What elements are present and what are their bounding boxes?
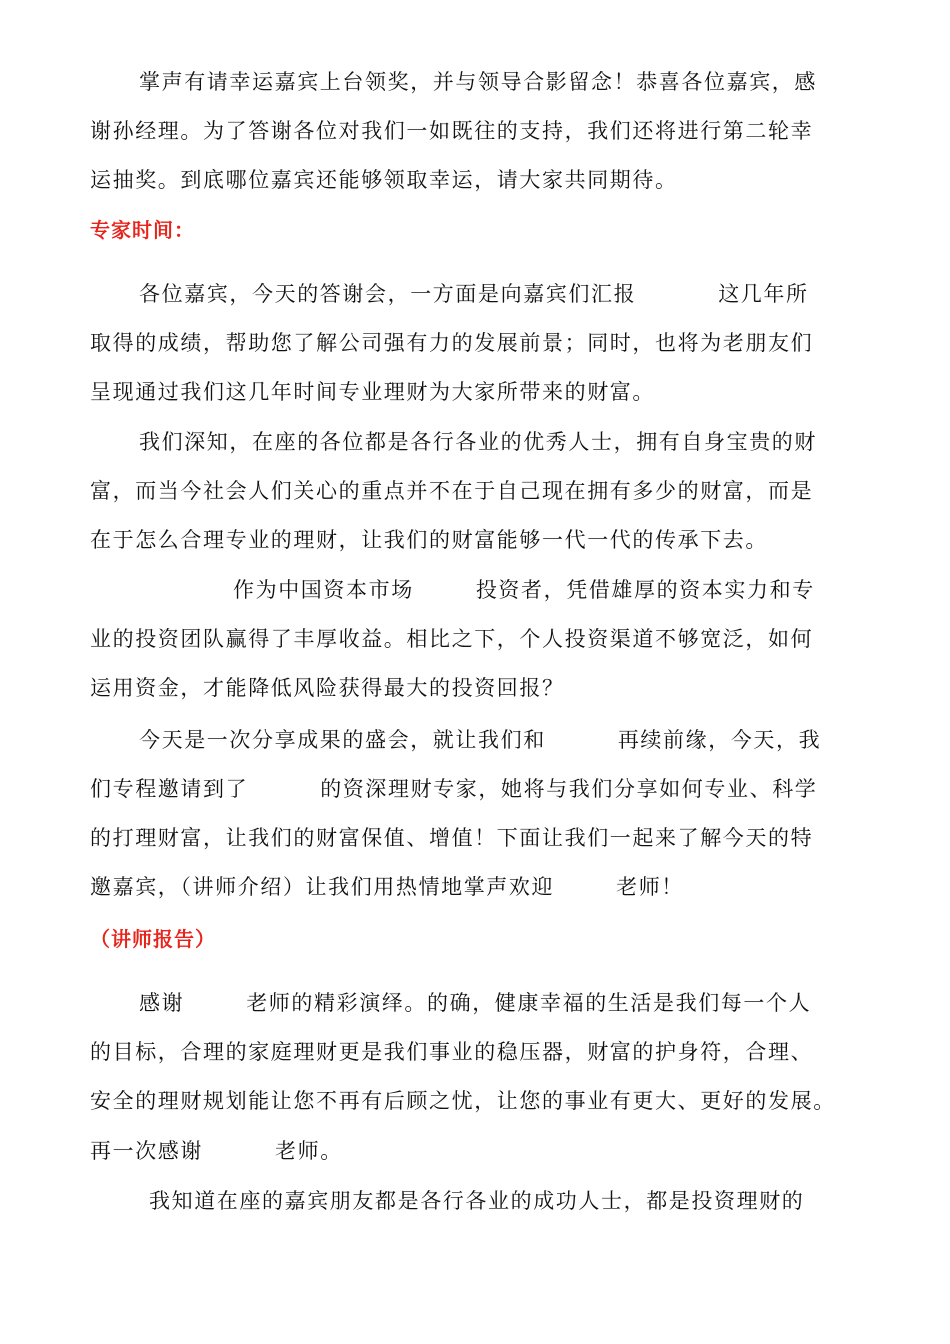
- para6-line2: 的目标，合理的家庭理财更是我们事业的稳压器，财富的护身符，合理、: [90, 1040, 814, 1064]
- para5-line2: [90, 775, 817, 803]
- para6-line1-part1: 感谢: [139, 991, 185, 1015]
- para5-line1-part2: 再续前缘，今天，我: [617, 728, 822, 752]
- para4-line3: 运用资金，才能降低风险获得最大的投资回报？: [90, 676, 565, 700]
- section-heading-lecturer-report: （讲师报告）: [90, 927, 216, 951]
- para2-line3: 呈现通过我们这几年时间专业理财为大家所带来的财富。: [90, 380, 655, 404]
- para6-line3: 安全的理财规划能让您不再有后顾之忧，让您的事业有更大、更好的发展。: [90, 1089, 836, 1113]
- para6-line4-part1: 再一次感谢: [90, 1139, 203, 1163]
- para5-line4: [90, 873, 684, 901]
- para6-line4: [90, 1137, 343, 1165]
- para5-line4-part2: 老师！: [616, 875, 684, 899]
- para1-line1: 掌声有请幸运嘉宾上台领奖，并与领导合影留念！恭喜各位嘉宾，感: [139, 70, 817, 94]
- para4-line1: [233, 576, 815, 604]
- para5-line1: [139, 726, 821, 754]
- section-heading-expert-time: 专家时间：: [90, 218, 195, 242]
- para5-line3: 的打理财富，让我们的财富保值、增值！下面让我们一起来了解今天的特: [90, 826, 814, 850]
- para3-line2: 富，而当今社会人们关心的重点并不在于自己现在拥有多少的财富，而是: [90, 479, 814, 503]
- para6-line1: [139, 989, 811, 1017]
- para4-line1-part1: 作为中国资本市场: [233, 578, 414, 602]
- para6-line1-part2: 老师的精彩演绎。的确，健康幸福的生活是我们每一个人: [246, 991, 812, 1015]
- para1-line2: 谢孙经理。为了答谢各位对我们一如既往的支持，我们还将进行第二轮幸: [90, 119, 814, 143]
- para2-line1-part2: 这几年所: [718, 282, 809, 306]
- para2-line2: 取得的成绩，帮助您了解公司强有力的发展前景；同时，也将为老朋友们: [90, 331, 814, 355]
- para4-line2: 业的投资团队赢得了丰厚收益。相比之下，个人投资渠道不够宽泛，如何: [90, 627, 814, 651]
- para5-line2-part2: 的资深理财专家，她将与我们分享如何专业、科学: [320, 777, 818, 801]
- para5-line1-part1: 今天是一次分享成果的盛会，就让我们和: [139, 728, 546, 752]
- para2-line1-part1: 各位嘉宾，今天的答谢会，一方面是向嘉宾们汇报: [139, 282, 637, 306]
- para5-line2-part1: 们专程邀请到了: [90, 777, 249, 801]
- para2-line1: [139, 280, 809, 308]
- para3-line1: 我们深知，在座的各位都是各行各业的优秀人士，拥有自身宝贵的财: [139, 430, 817, 454]
- para1-line3: 运抽奖。到底哪位嘉宾还能够领取幸运，请大家共同期待。: [90, 168, 678, 192]
- para3-line3: 在于怎么合理专业的理财，让我们的财富能够一代一代的传承下去。: [90, 528, 768, 552]
- para6-line4-part2: 老师。: [275, 1139, 343, 1163]
- para5-line4-part1: 邀嘉宾，（讲师介绍）让我们用热情地掌声欢迎: [90, 875, 555, 899]
- para4-line1-part2: 投资者，凭借雄厚的资本实力和专: [475, 578, 815, 602]
- para7-line1: 我知道在座的嘉宾朋友都是各行各业的成功人士，都是投资理财的: [149, 1189, 805, 1213]
